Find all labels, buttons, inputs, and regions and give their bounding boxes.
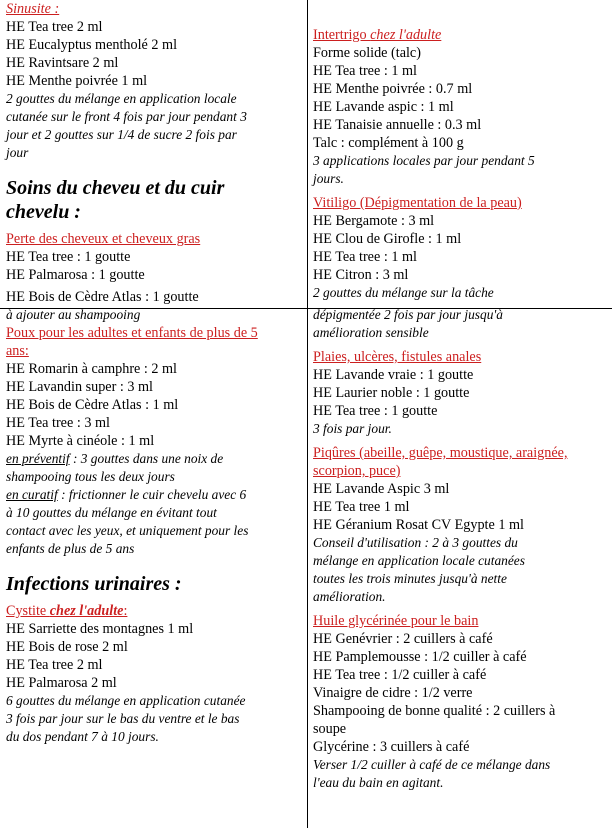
ingredient-line: HE Lavande vraie : 1 goutte — [313, 367, 474, 383]
huile-section — [313, 612, 609, 792]
preventif-label: en préventif — [6, 451, 70, 466]
ingredient-line: soupe — [313, 721, 347, 737]
ingredient-line: Vinaigre de cidre : 1/2 verre — [313, 685, 473, 701]
usage-line: à 10 gouttes du mélange en évitant tout — [6, 505, 217, 520]
column-divider — [307, 0, 308, 828]
ingredient-line: HE Romarin à camphre : 2 ml — [6, 361, 177, 377]
cystite-title-text: Cystite — [6, 603, 50, 619]
ingredient-line: HE Menthe poivrée : 0.7 ml — [313, 81, 473, 97]
usage-line: 3 fois par jour. — [313, 421, 392, 436]
curatif-label: en curatif — [6, 487, 58, 502]
curatif-line — [6, 486, 302, 504]
usage-line: à ajouter au shampooing — [6, 307, 141, 322]
ingredient-line: HE Tea tree 1 ml — [313, 499, 410, 515]
usage-line: toutes les trois minutes jusqu'à nette — [313, 571, 507, 586]
ingredient-line: HE Tanaisie annuelle : 0.3 ml — [313, 117, 482, 133]
ingredient-line: HE Tea tree 2 ml — [6, 19, 103, 35]
ingredient-line: HE Lavandin super : 3 ml — [6, 379, 153, 395]
ingredient-line: HE Tea tree : 1 goutte — [6, 249, 131, 265]
piqures-title: Piqûres (abeille, guêpe, moustique, araignée, — [313, 445, 568, 461]
ingredient-line: HE Menthe poivrée 1 ml — [6, 73, 148, 89]
ingredient-line: HE Pamplemousse : 1/2 cuiller à café — [313, 649, 527, 665]
intertrigo-title-italic: chez l'adulte — [370, 27, 442, 43]
ingredient-line: HE Palmarosa : 1 goutte — [6, 267, 145, 283]
perte-title: Perte des cheveux et cheveux gras — [6, 231, 201, 247]
plaies-section — [313, 348, 609, 438]
curatif-text: : frictionner le cuir chevelu avec 6 — [61, 487, 247, 502]
ingredient-line: HE Tea tree : 3 ml — [6, 415, 110, 431]
usage-line: contact avec les yeux, et uniquement pour les — [6, 523, 249, 538]
usage-line: cutanée sur le front 4 fois par jour pendant 3 — [6, 109, 247, 124]
ingredient-line: HE Sarriette des montagnes 1 ml — [6, 621, 194, 637]
usage-line: 2 gouttes du mélange en application locale — [6, 91, 237, 106]
right-column — [313, 26, 609, 792]
sinusite-title: Sinusite : — [6, 1, 60, 17]
intertrigo-title — [313, 26, 609, 44]
section-heading: Soins du cheveu et du cuir — [6, 177, 225, 199]
ingredient-line: HE Ravintsare 2 ml — [6, 55, 119, 71]
ingredient-line: HE Citron : 3 ml — [313, 267, 409, 283]
ingredient-line: HE Palmarosa 2 ml — [6, 675, 117, 691]
usage-line: dépigmentée 2 fois par jour jusqu'à — [313, 307, 503, 322]
ingredient-line: Forme solide (talc) — [313, 45, 421, 61]
vitiligo-section — [313, 194, 609, 342]
ingredient-line: HE Eucalyptus mentholé 2 ml — [6, 37, 178, 53]
plaies-title: Plaies, ulcères, fistules anales — [313, 349, 482, 365]
ingredient-line: HE Géranium Rosat CV Egypte 1 ml — [313, 517, 524, 533]
cystite-title-end: : — [123, 603, 128, 619]
ingredient-line: HE Tea tree 2 ml — [6, 657, 103, 673]
vitiligo-title: Vitiligo (Dépigmentation de la peau) — [313, 195, 522, 211]
ingredient-line: HE Bois de Cèdre Atlas : 1 goutte — [6, 289, 199, 305]
section-heading: Infections urinaires : — [6, 573, 182, 595]
usage-line: 6 gouttes du mélange en application cutanée — [6, 693, 246, 708]
infections-section — [6, 572, 302, 746]
usage-line: 3 applications locales par jour pendant 5 — [313, 153, 535, 168]
usage-line: jour et 2 gouttes sur 1/4 de sucre 2 fois par — [6, 127, 237, 142]
usage-line: shampooing tous les deux jours — [6, 469, 175, 484]
left-column — [6, 0, 302, 746]
ingredient-line: HE Laurier noble : 1 goutte — [313, 385, 470, 401]
cystite-title-italic: chez l'adulte — [49, 603, 124, 619]
soins-section — [6, 176, 302, 558]
ingredient-line: HE Genévrier : 2 cuillers à café — [313, 631, 493, 647]
ingredient-line: HE Lavande aspic : 1 ml — [313, 99, 454, 115]
usage-line: du dos pendant 7 à 10 jours. — [6, 729, 159, 744]
intertrigo-section — [313, 26, 609, 188]
usage-line: l'eau du bain en agitant. — [313, 775, 444, 790]
cystite-title — [6, 602, 302, 620]
usage-line: amélioration. — [313, 589, 386, 604]
usage-line: enfants de plus de 5 ans — [6, 541, 135, 556]
ingredient-line: HE Tea tree : 1/2 cuiller à café — [313, 667, 487, 683]
ingredient-line: HE Lavande Aspic 3 ml — [313, 481, 450, 497]
ingredient-line: HE Clou de Girofle : 1 ml — [313, 231, 462, 247]
sinusite-section — [6, 0, 302, 162]
huile-title: Huile glycérinée pour le bain — [313, 613, 479, 629]
usage-line: 3 fois par jour sur le bas du ventre et le bas — [6, 711, 240, 726]
usage-line: Conseil d'utilisation : 2 à 3 gouttes du — [313, 535, 518, 550]
section-heading: chevelu : — [6, 201, 81, 223]
ingredient-line: HE Bergamote : 3 ml — [313, 213, 435, 229]
ingredient-line: HE Myrte à cinéole : 1 ml — [6, 433, 155, 449]
ingredient-line: Glycérine : 3 cuillers à café — [313, 739, 470, 755]
ingredient-line: Talc : complément à 100 g — [313, 135, 464, 151]
intertrigo-title-text: Intertrigo — [313, 27, 371, 43]
usage-line: jour — [6, 145, 29, 160]
ingredient-line: Shampooing de bonne qualité : 2 cuillers à — [313, 703, 556, 719]
piqures-title: scorpion, puce) — [313, 463, 401, 479]
ingredient-line: HE Tea tree : 1 goutte — [313, 403, 438, 419]
preventif-line — [6, 450, 302, 468]
ingredient-line: HE Tea tree : 1 ml — [313, 249, 417, 265]
usage-line: 2 gouttes du mélange sur la tâche — [313, 285, 494, 300]
poux-title: Poux pour les adultes et enfants de plus de 5 — [6, 325, 258, 341]
ingredient-line: HE Bois de Cèdre Atlas : 1 ml — [6, 397, 179, 413]
piqures-section — [313, 444, 609, 606]
usage-line: jours. — [313, 171, 344, 186]
usage-line: Verser 1/2 cuiller à café de ce mélange dans — [313, 757, 551, 772]
ingredient-line: HE Tea tree : 1 ml — [313, 63, 417, 79]
usage-line: amélioration sensible — [313, 325, 429, 340]
ingredient-line: HE Bois de rose 2 ml — [6, 639, 128, 655]
preventif-text: : 3 gouttes dans une noix de — [72, 451, 224, 466]
poux-title: ans: — [6, 343, 29, 359]
usage-line: mélange en application locale cutanées — [313, 553, 525, 568]
